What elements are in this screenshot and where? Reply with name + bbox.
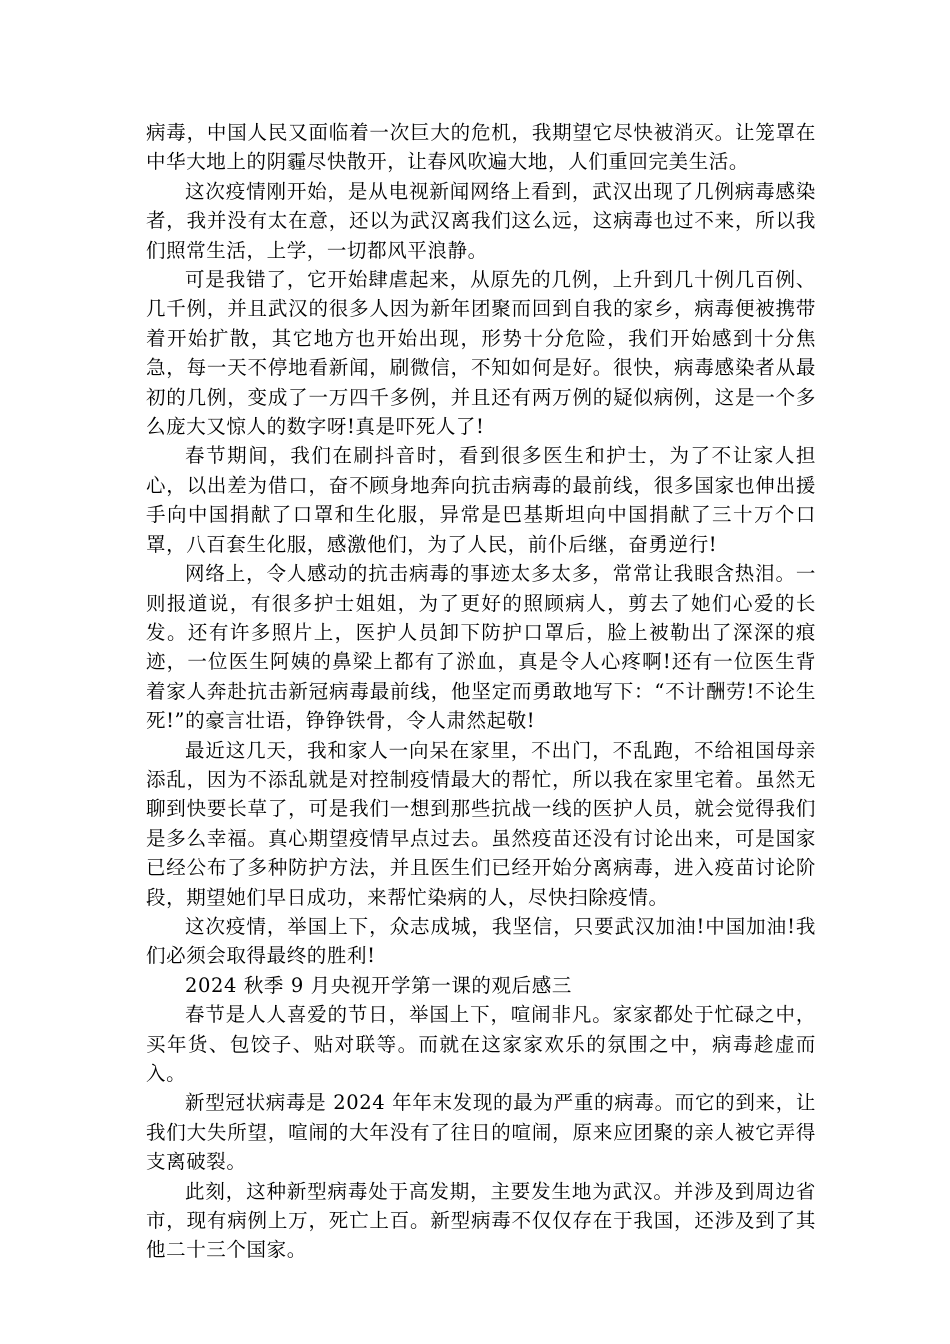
paragraph-4: 春节期间，我们在刷抖音时，看到很多医生和护士，为了不让家人担心，以出差为借口，奋不顾身地奔向抗击病毒的最前线，很多国家也伸出援手向中国捐献了口罩和生化服，异常是巴基斯坦向中国捐献了三十万个口罩，八百套生化服，感激他们，为了人民，前仆后继，奋勇逆行! (146, 444, 816, 556)
paragraph-8: 春节是人人喜爱的节日，举国上下，喧闹非凡。家家都处于忙碌之中，买年货、包饺子、贴对联等。而就在这家家欢乐的氛围之中，病毒趁虚而入。 (146, 1003, 816, 1085)
paragraph-3: 可是我错了，它开始肆虐起来，从原先的几例，上升到几十例几百例、几千例，并且武汉的很多人因为新年团聚而回到自我的家乡，病毒便被携带着开始扩散，其它地方也开始出现，形势十分危险，我们开始感到十分焦急，每一天不停地看新闻，刷微信，不知如何是好。很快，病毒感染者从最初的几例，变成了一万四千多例，并且还有两万例的疑似病例，这是一个多么庞大又惊人的数字呀!真是吓死人了! (146, 268, 816, 439)
paragraph-10: 此刻，这种新型病毒处于高发期，主要发生地为武汉。并涉及到周边省市，现有病例上万，死亡上百。新型病毒不仅仅存在于我国，还涉及到了其他二十三个国家。 (146, 1179, 816, 1262)
document-body (146, 118, 816, 1265)
paragraph-5: 网络上，令人感动的抗击病毒的事迹太多太多，常常让我眼含热泪。一则报道说，有很多护士姐姐，为了更好的照顾病人，剪去了她们心爱的长发。还有许多照片上，医护人员卸下防护口罩后，脸上被勒出了深深的痕迹，一位医生阿姨的鼻梁上都有了淤血，真是令人心疼啊!还有一位医生背着家人奔赴抗击新冠病毒最前线，他坚定而勇敢地写下：“不计酬劳!不论生死!”的豪言壮语，铮铮铁骨，令人肃然起敬! (146, 562, 816, 733)
paragraph-9: 新型冠状病毒是 2024 年年末发现的最为严重的病毒。而它的到来，让我们大失所望，喧闹的大年没有了往日的喧闹，原来应团聚的亲人被它弄得支离破裂。 (146, 1091, 816, 1174)
paragraph-1: 病毒，中国人民又面临着一次巨大的危机，我期望它尽快被消灭。让笼罩在中华大地上的阴霾尽快散开，让春风吹遍大地，人们重回完美生活。 (146, 121, 816, 174)
paragraph-6: 最近这几天，我和家人一向呆在家里，不出门，不乱跑，不给祖国母亲添乱，因为不添乱就是对控制疫情最大的帮忙，所以我在家里宅着。虽然无聊到快要长草了，可是我们一想到那些抗战一线的医护人员，就会觉得我们是多么幸福。真心期望疫情早点过去。虽然疫苗还没有讨论出来，可是国家已经公布了多种防护方法，并且医生们已经开始分离病毒，进入疫苗讨论阶段，期望她们早日成功，来帮忙染病的人，尽快扫除疫情。 (146, 738, 816, 909)
paragraph-7: 这次疫情，举国上下，众志成城，我坚信，只要武汉加油!中国加油!我们必须会取得最终的胜利! (146, 914, 816, 968)
section-heading: 2024 秋季 9 月央视开学第一课的观后感三 (185, 973, 572, 997)
paragraph-2: 这次疫情刚开始，是从电视新闻网络上看到，武汉出现了几例病毒感染者，我并没有太在意，还以为武汉离我们这么远，这病毒也过不来，所以我们照常生活，上学，一切都风平浪静。 (146, 179, 816, 262)
